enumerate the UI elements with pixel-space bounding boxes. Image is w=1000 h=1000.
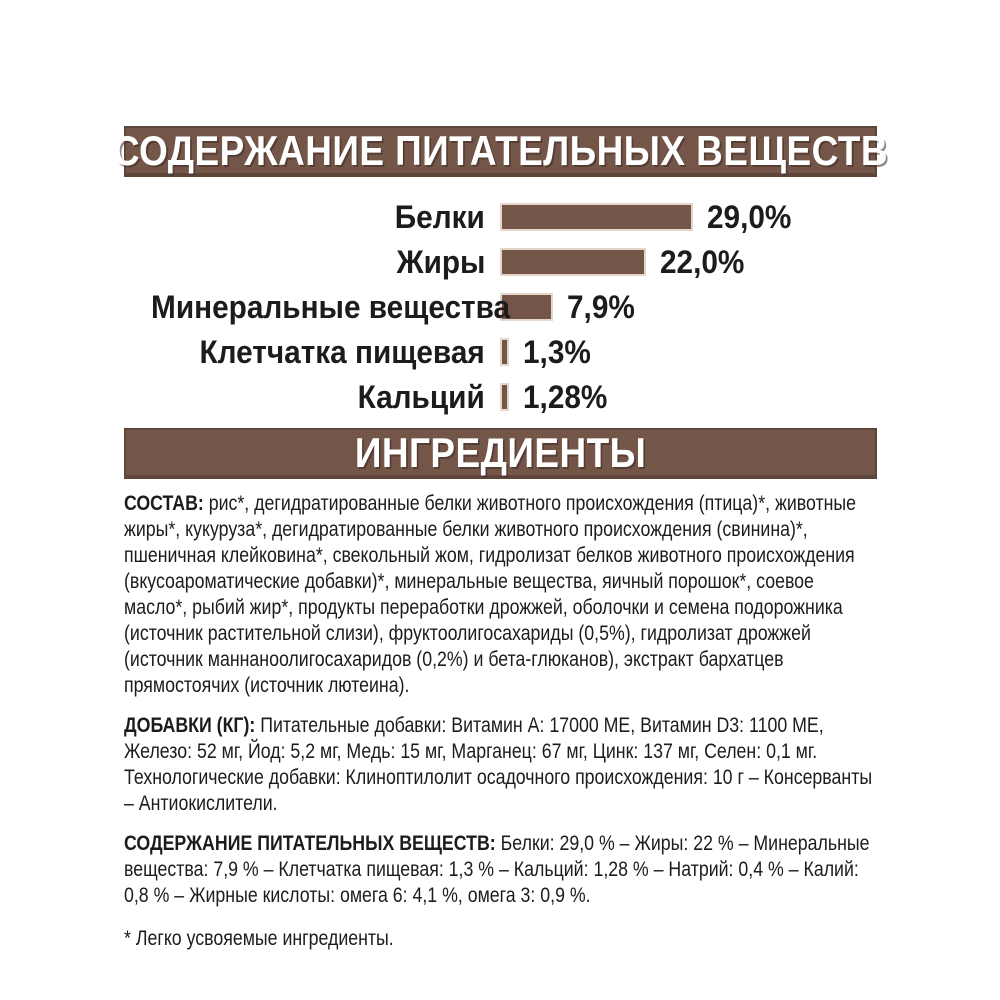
chart-category-label: Кальций bbox=[357, 379, 485, 415]
ingredients-text-block bbox=[124, 491, 876, 952]
analysis-label: СОДЕРЖАНИЕ ПИТАТЕЛЬНЫХ ВЕЩЕСТВ: bbox=[124, 832, 496, 855]
chart-value-label: 29,0% bbox=[707, 199, 792, 235]
chart-row bbox=[124, 379, 876, 415]
chart-row bbox=[124, 199, 876, 235]
nutrients-header-band bbox=[112, 126, 889, 177]
chart-bar bbox=[500, 248, 646, 276]
nutrients-bar-chart bbox=[124, 199, 876, 415]
additives-label: ДОБАВКИ (КГ): bbox=[124, 714, 256, 737]
nutrition-label-page bbox=[112, 0, 889, 952]
nutrients-header-title: СОДЕРЖАНИЕ ПИТАТЕЛЬНЫХ ВЕЩЕСТВ bbox=[112, 126, 889, 174]
composition-paragraph bbox=[124, 491, 876, 699]
chart-row bbox=[124, 334, 876, 370]
chart-category-label: Клетчатка пищевая bbox=[199, 334, 485, 370]
chart-value-label: 1,3% bbox=[523, 334, 591, 370]
ingredients-header-title: ИНГРЕДИЕНТЫ bbox=[354, 428, 647, 476]
composition-label: СОСТАВ: bbox=[124, 492, 204, 515]
analysis-paragraph bbox=[124, 831, 876, 909]
chart-bar bbox=[500, 338, 509, 366]
chart-value-label: 22,0% bbox=[660, 244, 745, 280]
chart-category-label: Белки bbox=[394, 199, 485, 235]
chart-value-label: 1,28% bbox=[523, 379, 608, 415]
ingredients-header-band bbox=[124, 428, 877, 479]
chart-bar bbox=[500, 383, 509, 411]
chart-row bbox=[124, 244, 876, 280]
additives-text: Питательные добавки: Витамин А: 17000 МЕ, Витамин D3: 1100 МЕ, Железо: 52 мг, Йод: 5,2 мг, Медь: 15 мг, Марганец: 67 мг, Цинк: 137 мг, Селен: 0,1 мг. Технологические добавки: Клиноптилолит осадочного происхождения: 10 г – Консерванты – Антиокислители. bbox=[124, 714, 873, 815]
additives-paragraph bbox=[124, 713, 876, 817]
chart-bar bbox=[500, 203, 693, 231]
analysis-text: Белки: 29,0 % – Жиры: 22 % – Минеральные вещества: 7,9 % – Клетчатка пищевая: 1,3 % – Кальций: 1,28 % – Натрий: 0,4 % – Калий: 0,8 % – Жирные кислоты: омега 6: 4,1 %, омега 3: 0,9 %. bbox=[124, 832, 870, 907]
chart-row bbox=[124, 289, 876, 325]
chart-category-label: Минеральные вещества bbox=[151, 289, 511, 325]
footnote: * Легко усвояемые ингредиенты. bbox=[124, 927, 394, 950]
chart-value-label: 7,9% bbox=[567, 289, 635, 325]
composition-text: рис*, дегидратированные белки животного происхождения (птица)*, животные жиры*, кукуруза*, дегидратированные белки животного происхождения (свинина)*, пшеничная клейковина*, свекольный жом, гидролизат белков животного происхождения (вкусоароматические добавки)*, минеральные вещества, яичный порошок*, соевое масло*, рыбий жир*, продукты переработки дрожжей, оболочки и семена подорожника (источник растительной слизи), фруктоолигосахариды (0,5%), гидролизат дрожжей (источник маннаноолигосахаридов (0,2%) и бета-глюканов), экстракт бархатцев прямостоячих (источник лютеина). bbox=[124, 492, 857, 697]
chart-category-label: Жиры bbox=[396, 244, 485, 280]
